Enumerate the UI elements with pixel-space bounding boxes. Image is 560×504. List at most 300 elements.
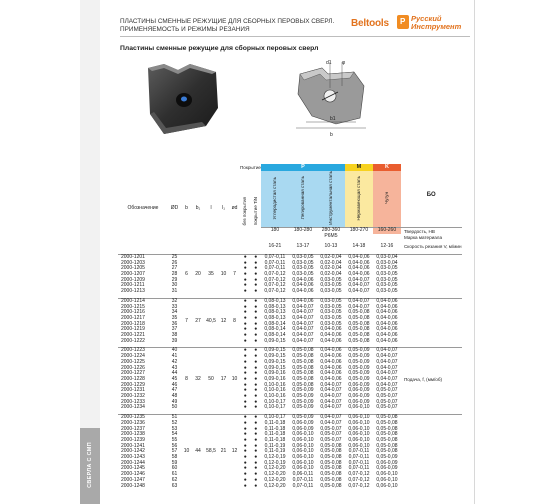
cell-d: 41 bbox=[171, 353, 178, 360]
cell-code: 2000-1203 bbox=[121, 259, 145, 266]
feed-cell-4: 0,05-0,08 bbox=[348, 314, 370, 321]
feed-cell-3: 0,02-0,04 bbox=[317, 254, 345, 260]
feed-cell-3: 0,03-0,05 bbox=[320, 303, 342, 310]
cell-l: 58,5 bbox=[204, 415, 218, 490]
feed-cell-4: 0,05-0,09 bbox=[348, 375, 370, 382]
hardness-2: 180-280 bbox=[289, 228, 317, 234]
tin-coating-dot: ● bbox=[254, 419, 258, 426]
cell-l1: 10 bbox=[218, 254, 229, 294]
beltools-logo: Beltools bbox=[351, 18, 389, 29]
feed-cell-2: 0,05-0,09 bbox=[289, 415, 317, 421]
russian-tool-logo-mark bbox=[397, 15, 409, 29]
feed-cell-4: 0,04-0,06 bbox=[348, 265, 370, 272]
tin-coating-dot: ● bbox=[254, 454, 258, 461]
tin-coating-dot: ● bbox=[254, 404, 258, 411]
feed-cell-4: 0,07-0,12 bbox=[348, 482, 370, 489]
cell-code: 2000-1218 bbox=[121, 320, 145, 327]
logo-text-line-1: Русский bbox=[411, 14, 442, 23]
tin-coating-dot: ● bbox=[254, 326, 258, 333]
cell-d: 42 bbox=[171, 358, 178, 365]
feed-cell-2: 0,04-0,06 bbox=[289, 298, 317, 304]
tin-coating-dot: ● bbox=[254, 436, 258, 443]
feed-cell-1: 0,12-0,20 bbox=[264, 465, 286, 472]
feed-cell-3: 0,04-0,07 bbox=[320, 381, 342, 388]
tin-coating-dot: ● bbox=[254, 393, 258, 400]
feed-cell-2: 0,04-0,07 bbox=[292, 337, 314, 344]
feed-cell-1: 0,11-0,18 bbox=[264, 436, 286, 443]
feed-cell-4: 0,04-0,07 bbox=[348, 282, 370, 289]
label-grade: Марка материала bbox=[403, 234, 443, 240]
feed-cell-4: 0,07-0,11 bbox=[348, 459, 370, 466]
dim-b1: b1 bbox=[330, 116, 336, 122]
tin-coating-dot: ● bbox=[254, 387, 258, 394]
col-b: b bbox=[185, 205, 188, 212]
feed-cell-5: 0,03-0,04 bbox=[373, 254, 401, 260]
tin-coating-dot: ● bbox=[254, 320, 258, 327]
cell-code: 2000-1234 bbox=[121, 404, 145, 411]
dim-b: b bbox=[330, 132, 333, 138]
feed-cell-3: 0,04-0,06 bbox=[320, 358, 342, 365]
feed-cell-5: 0,04-0,07 bbox=[376, 364, 398, 371]
cell-d: 27 bbox=[171, 265, 178, 272]
tin-coating-dot: ● bbox=[254, 370, 258, 377]
feed-cell-4: 0,04-0,07 bbox=[348, 288, 370, 295]
feed-cell-3: 0,05-0,07 bbox=[320, 436, 342, 443]
feed-cell-4: 0,06-0,10 bbox=[348, 431, 370, 438]
feed-cell-2: 0,04-0,06 bbox=[292, 276, 314, 283]
cell-d: 59 bbox=[171, 459, 178, 466]
no-coating-dot: ● bbox=[240, 348, 250, 354]
material-5: Чугун bbox=[373, 171, 401, 228]
feed-cell-3: 0,04-0,06 bbox=[320, 332, 342, 339]
no-coating-dot: ● bbox=[243, 282, 247, 289]
no-coating-dot: ● bbox=[243, 381, 247, 388]
feed-cell-5: 0,05-0,08 bbox=[376, 425, 398, 432]
feed-cell-3: 0,04-0,07 bbox=[320, 387, 342, 394]
feed-cell-1: 0,10-0,17 bbox=[264, 398, 286, 405]
feed-cell-2: 0,06-0,09 bbox=[292, 419, 314, 426]
cell-b1: 44 bbox=[192, 415, 204, 490]
feed-cell-2: 0,06-0,10 bbox=[292, 442, 314, 449]
feed-cell-4: 0,05-0,09 bbox=[348, 353, 370, 360]
feed-cell-2: 0,03-0,05 bbox=[292, 270, 314, 277]
cell-d: 45 bbox=[171, 375, 178, 382]
feed-cell-2: 0,05-0,08 bbox=[292, 370, 314, 377]
cell-d: 57 bbox=[171, 448, 178, 455]
feed-cell-5: 0,05-0,07 bbox=[376, 398, 398, 405]
cell-d: 44 bbox=[171, 370, 178, 377]
cell-code: 2000-1246 bbox=[121, 471, 145, 478]
feed-cell-5: 0,05-0,07 bbox=[376, 387, 398, 394]
cell-d: 32 bbox=[168, 298, 181, 304]
cell-code: 2000-1241 bbox=[121, 442, 145, 449]
dim-phi: φ bbox=[342, 60, 346, 66]
feed-cell-4: 0,06-0,09 bbox=[348, 387, 370, 394]
tin-coating-dot: ● bbox=[254, 459, 258, 466]
col-no-coating bbox=[240, 171, 250, 254]
feed-cell-4: 0,05-0,09 bbox=[348, 370, 370, 377]
cell-d: 53 bbox=[171, 425, 178, 432]
feed-cell-5: 0,04-0,07 bbox=[373, 348, 401, 354]
feed-cell-3: 0,05-0,08 bbox=[320, 476, 342, 483]
cell-code: 2000-1248 bbox=[121, 482, 145, 489]
cell-code: 2000-1221 bbox=[121, 332, 145, 339]
hardness-4: 180-270 bbox=[345, 228, 373, 234]
tin-coating-dot: ● bbox=[254, 471, 258, 478]
feed-cell-5: 0,05-0,07 bbox=[376, 393, 398, 400]
col-d: ØD bbox=[170, 205, 179, 212]
no-coating-dot: ● bbox=[243, 425, 247, 432]
section-side-tab bbox=[80, 428, 100, 504]
feed-cell-5: 0,05-0,08 bbox=[376, 442, 398, 449]
feed-cell-5: 0,04-0,06 bbox=[376, 314, 398, 321]
feed-cell-5: 0,06-0,10 bbox=[376, 476, 398, 483]
feed-cell-1: 0,07-0,12 bbox=[264, 270, 286, 277]
feed-cell-2: 0,06-0,11 bbox=[292, 471, 314, 478]
no-coating-dot: ● bbox=[243, 270, 247, 277]
cell-code: 2000-1213 bbox=[121, 288, 145, 295]
cell-d: 49 bbox=[171, 398, 178, 405]
feed-cell-4: 0,04-0,06 bbox=[348, 259, 370, 266]
feed-cell-1: 0,10-0,17 bbox=[261, 415, 289, 421]
feed-cell-5: 0,03-0,04 bbox=[376, 259, 398, 266]
cell-l: 35 bbox=[204, 254, 218, 294]
cell-code: 2000-1239 bbox=[121, 436, 145, 443]
group-p: P bbox=[261, 164, 345, 171]
group-k: K bbox=[373, 164, 401, 171]
feed-cell-2: 0,07-0,11 bbox=[292, 482, 314, 489]
feed-cell-5: 0,04-0,07 bbox=[376, 370, 398, 377]
feed-cell-1: 0,12-0,20 bbox=[264, 476, 286, 483]
feed-cell-4: 0,05-0,08 bbox=[348, 326, 370, 333]
no-coating-dot: ● bbox=[243, 370, 247, 377]
dim-d1: d1 bbox=[326, 60, 332, 66]
feed-cell-1: 0,09-0,15 bbox=[264, 353, 286, 360]
no-coating-dot: ● bbox=[240, 415, 250, 421]
feed-cell-4: 0,06-0,10 bbox=[348, 436, 370, 443]
cell-code: 2000-1207 bbox=[121, 270, 145, 277]
no-coating-dot: ● bbox=[243, 465, 247, 472]
feed-cell-1: 0,07-0,12 bbox=[264, 288, 286, 295]
col-l: l bbox=[210, 205, 212, 212]
feed-cell-1: 0,10-0,16 bbox=[264, 387, 286, 394]
tin-coating-dot: ● bbox=[254, 381, 258, 388]
no-coating-dot: ● bbox=[243, 320, 247, 327]
no-coating-dot: ● bbox=[243, 448, 247, 455]
feed-cell-3: 0,05-0,08 bbox=[320, 459, 342, 466]
label-hardness: Твердость, НВ bbox=[401, 228, 462, 234]
logo-mark-letter: Р bbox=[400, 17, 406, 26]
tin-coating-dot: ● bbox=[254, 303, 258, 310]
feed-cell-2: 0,04-0,07 bbox=[292, 332, 314, 339]
no-coating-dot: ● bbox=[243, 442, 247, 449]
feed-cell-2: 0,05-0,09 bbox=[292, 393, 314, 400]
feed-cell-2: 0,06-0,10 bbox=[292, 436, 314, 443]
feed-cell-5: 0,04-0,06 bbox=[376, 303, 398, 310]
feed-cell-1: 0,12-0,20 bbox=[264, 482, 286, 489]
bo-label: БО bbox=[426, 191, 436, 198]
cell-d: 56 bbox=[171, 442, 178, 449]
no-coating-dot: ● bbox=[243, 353, 247, 360]
cell-code: 2000-1219 bbox=[121, 326, 145, 333]
no-coating-dot: ● bbox=[243, 398, 247, 405]
feed-cell-2: 0,06-0,10 bbox=[292, 448, 314, 455]
feed-cell-2: 0,06-0,10 bbox=[292, 454, 314, 461]
cell-code: 2000-1201 bbox=[118, 254, 168, 260]
no-coating-dot: ● bbox=[243, 482, 247, 489]
cell-code: 2000-1217 bbox=[121, 314, 145, 321]
feed-cell-5: 0,05-0,08 bbox=[376, 419, 398, 426]
cell-d: 62 bbox=[171, 476, 178, 483]
feed-cell-2: 0,07-0,11 bbox=[292, 476, 314, 483]
feed-cell-5: 0,03-0,05 bbox=[376, 270, 398, 277]
cell-d: 30 bbox=[171, 282, 178, 289]
no-coating-dot: ● bbox=[243, 471, 247, 478]
feed-cell-1: 0,08-0,13 bbox=[264, 314, 286, 321]
feed-cell-3: 0,03-0,05 bbox=[320, 276, 342, 283]
header-line-1: ПЛАСТИНЫ СМЕННЫЕ РЕЖУЩИЕ ДЛЯ СБОРНЫХ ПЕРОВЫХ СВЕРЛ. bbox=[120, 18, 335, 25]
feed-cell-4: 0,05-0,08 bbox=[348, 337, 370, 344]
material-2: Легированная сталь bbox=[289, 171, 317, 228]
no-coating-dot: ● bbox=[243, 314, 247, 321]
feed-cell-4: 0,06-0,10 bbox=[348, 425, 370, 432]
feed-cell-3: 0,04-0,06 bbox=[320, 370, 342, 377]
feed-cell-4: 0,04-0,07 bbox=[348, 303, 370, 310]
cell-b: 7 bbox=[181, 298, 192, 344]
no-coating-dot: ● bbox=[243, 259, 247, 266]
cell-code: 2000-1231 bbox=[121, 387, 145, 394]
feed-cell-4: 0,06-0,09 bbox=[348, 398, 370, 405]
cell-code: 2000-1211 bbox=[121, 282, 145, 289]
tin-coating-dot: ● bbox=[254, 337, 258, 344]
tin-coating-dot: ● bbox=[254, 442, 258, 449]
feed-cell-5: 0,04-0,07 bbox=[376, 381, 398, 388]
feed-cell-4: 0,07-0,11 bbox=[348, 465, 370, 472]
no-coating-dot: ● bbox=[243, 387, 247, 394]
logo-text-line-2: Инструмент bbox=[411, 21, 462, 31]
feed-cell-5: 0,05-0,08 bbox=[376, 431, 398, 438]
cell-d: 61 bbox=[171, 471, 178, 478]
feed-cell-5: 0,03-0,05 bbox=[376, 265, 398, 272]
feed-cell-4: 0,04-0,07 bbox=[348, 276, 370, 283]
no-coating-dot: ● bbox=[243, 332, 247, 339]
feed-cell-3: 0,03-0,05 bbox=[320, 314, 342, 321]
tin-coating-dot: ● bbox=[250, 415, 260, 421]
feed-cell-3: 0,04-0,07 bbox=[317, 415, 345, 421]
no-coating-dot: ● bbox=[243, 265, 247, 272]
cell-code: 2000-1237 bbox=[121, 425, 145, 432]
no-coating-dot: ● bbox=[240, 254, 250, 260]
cell-d: 52 bbox=[171, 419, 178, 426]
no-coating-dot: ● bbox=[240, 298, 250, 304]
feed-cell-2: 0,04-0,07 bbox=[292, 314, 314, 321]
cell-code: 2000-1224 bbox=[121, 353, 145, 360]
cell-code: 2000-1227 bbox=[121, 370, 145, 377]
speed-4: 14-18 bbox=[352, 243, 366, 250]
feed-cell-2: 0,04-0,07 bbox=[292, 326, 314, 333]
cell-b1: 20 bbox=[192, 254, 204, 294]
cell-d: 38 bbox=[171, 332, 178, 339]
cell-d: 48 bbox=[171, 393, 178, 400]
feed-cell-5: 0,06-0,09 bbox=[376, 465, 398, 472]
cell-d: 60 bbox=[171, 465, 178, 472]
feed-cell-3: 0,05-0,08 bbox=[320, 448, 342, 455]
no-coating-dot: ● bbox=[243, 404, 247, 411]
feed-cell-2: 0,04-0,06 bbox=[292, 288, 314, 295]
no-coating-dot: ● bbox=[243, 303, 247, 310]
col-l1: l₁ bbox=[222, 205, 225, 212]
cell-d: 26 bbox=[171, 259, 178, 266]
cell-code: 2000-1247 bbox=[121, 476, 145, 483]
feed-cell-3: 0,05-0,08 bbox=[320, 471, 342, 478]
feed-cell-3: 0,03-0,05 bbox=[320, 320, 342, 327]
cell-d1: 12 bbox=[229, 415, 240, 490]
feed-cell-1: 0,12-0,19 bbox=[264, 459, 286, 466]
cell-l: 50 bbox=[204, 348, 218, 411]
cell-code: 2000-1205 bbox=[121, 265, 145, 272]
cell-d: 39 bbox=[171, 337, 178, 344]
feed-cell-1: 0,07-0,12 bbox=[264, 282, 286, 289]
tin-coating-dot: ● bbox=[254, 448, 258, 455]
tin-coating-dot: ● bbox=[254, 282, 258, 289]
feed-cell-5: 0,05-0,08 bbox=[376, 448, 398, 455]
feed-cell-1: 0,11-0,19 bbox=[264, 442, 286, 449]
feed-cell-2: 0,04-0,07 bbox=[292, 320, 314, 327]
feed-cell-4: 0,07-0,11 bbox=[348, 454, 370, 461]
feed-cell-4: 0,06-0,10 bbox=[348, 442, 370, 449]
feed-cell-5: 0,03-0,05 bbox=[376, 282, 398, 289]
feed-cell-2: 0,04-0,06 bbox=[292, 282, 314, 289]
cell-l1: 17 bbox=[218, 348, 229, 411]
no-coating-dot: ● bbox=[243, 393, 247, 400]
cell-d: 25 bbox=[168, 254, 181, 260]
col-coating: Покрытие bbox=[240, 164, 261, 170]
feed-cell-2: 0,05-0,08 bbox=[292, 358, 314, 365]
feed-cell-5: 0,05-0,08 bbox=[373, 415, 401, 421]
feed-cell-4: 0,07-0,11 bbox=[348, 448, 370, 455]
group-m: M bbox=[345, 164, 373, 171]
no-coating-dot: ● bbox=[243, 358, 247, 365]
col-d1: ød bbox=[231, 205, 238, 212]
tin-coating-dot: ● bbox=[254, 270, 258, 277]
cell-code: 2000-1215 bbox=[121, 303, 145, 310]
speed-2: 13-17 bbox=[296, 243, 310, 250]
feed-cell-1: 0,08-0,13 bbox=[264, 303, 286, 310]
cell-d: 35 bbox=[171, 314, 178, 321]
tin-coating-dot: ● bbox=[254, 332, 258, 339]
speed-3: 10-13 bbox=[324, 243, 338, 250]
feed-cell-1: 0,09-0,15 bbox=[264, 358, 286, 365]
cell-d: 37 bbox=[171, 326, 178, 333]
header-divider bbox=[120, 36, 470, 37]
insert-drawing bbox=[292, 58, 372, 138]
cell-d: 40 bbox=[168, 348, 181, 354]
section-title: Пластины сменные режущие для сборных перовых сверл bbox=[120, 45, 319, 52]
cell-code: 2000-1209 bbox=[121, 276, 145, 283]
feed-cell-1: 0,08-0,14 bbox=[264, 326, 286, 333]
feed-cell-2: 0,03-0,05 bbox=[292, 259, 314, 266]
feed-cell-1: 0,11-0,18 bbox=[264, 425, 286, 432]
feed-cell-2: 0,06-0,09 bbox=[292, 425, 314, 432]
feed-cell-2: 0,05-0,08 bbox=[292, 375, 314, 382]
cell-d: 29 bbox=[171, 276, 178, 283]
tin-coating-dot: ● bbox=[254, 314, 258, 321]
tin-coating-dot: ● bbox=[254, 375, 258, 382]
cell-d: 63 bbox=[171, 482, 178, 489]
cell-code: 2000-1244 bbox=[121, 459, 145, 466]
feed-cell-3: 0,04-0,07 bbox=[320, 419, 342, 426]
cell-d1: 7 bbox=[229, 254, 240, 294]
feed-cell-3: 0,05-0,08 bbox=[320, 442, 342, 449]
feed-cell-3: 0,05-0,07 bbox=[320, 431, 342, 438]
no-coating-dot: ● bbox=[243, 309, 247, 316]
feed-cell-1: 0,11-0,18 bbox=[264, 419, 286, 426]
tin-coating-dot: ● bbox=[254, 465, 258, 472]
no-coating-dot: ● bbox=[243, 459, 247, 466]
feed-cell-5: 0,06-0,10 bbox=[376, 482, 398, 489]
feed-cell-5: 0,06-0,09 bbox=[376, 459, 398, 466]
feed-cell-4: 0,07-0,12 bbox=[348, 471, 370, 478]
header-line-2: ПРИМЕНЯЕМОСТЬ И РЕЖИМЫ РЕЗАНИЯ bbox=[120, 26, 250, 33]
cell-l1: 12 bbox=[218, 298, 229, 344]
tin-coating-dot: ● bbox=[254, 288, 258, 295]
cell-b: 6 bbox=[181, 254, 192, 294]
feed-cell-2: 0,05-0,09 bbox=[292, 387, 314, 394]
cell-b: 8 bbox=[181, 348, 192, 411]
feed-cell-1: 0,08-0,14 bbox=[264, 320, 286, 327]
no-coating-dot: ● bbox=[243, 337, 247, 344]
no-coating-dot: ● bbox=[243, 454, 247, 461]
feed-cell-4: 0,05-0,08 bbox=[348, 332, 370, 339]
cell-code: 2000-1225 bbox=[121, 358, 145, 365]
page-header bbox=[120, 18, 334, 34]
speed-5: 12-16 bbox=[380, 243, 394, 250]
feed-cell-1: 0,07-0,11 bbox=[261, 254, 289, 260]
feed-cell-4: 0,04-0,06 bbox=[345, 254, 373, 260]
feed-cell-3: 0,04-0,06 bbox=[320, 337, 342, 344]
speed-1: 16-21 bbox=[268, 243, 282, 250]
feed-cell-1: 0,08-0,13 bbox=[264, 309, 286, 316]
feed-cell-3: 0,03-0,05 bbox=[320, 288, 342, 295]
tin-coating-dot: ● bbox=[254, 358, 258, 365]
material-4: Нержавеющая сталь bbox=[345, 171, 373, 228]
feed-cell-4: 0,05-0,09 bbox=[345, 348, 373, 354]
feed-cell-2: 0,04-0,07 bbox=[292, 303, 314, 310]
cell-d: 47 bbox=[171, 387, 178, 394]
cell-code: 2000-1243 bbox=[121, 454, 145, 461]
cell-code: 2000-1222 bbox=[121, 337, 145, 344]
cell-d: 54 bbox=[171, 431, 178, 438]
feed-cell-1: 0,11-0,18 bbox=[264, 431, 286, 438]
tin-coating-label: покрытие TiN bbox=[252, 196, 258, 226]
feed-cell-3: 0,04-0,06 bbox=[320, 353, 342, 360]
feed-cell-4: 0,05-0,09 bbox=[348, 364, 370, 371]
cell-code: 2000-1235 bbox=[118, 415, 168, 421]
feed-cell-4: 0,06-0,09 bbox=[348, 393, 370, 400]
feed-cell-5: 0,05-0,08 bbox=[376, 436, 398, 443]
cell-code: 2000-1245 bbox=[121, 465, 145, 472]
cell-d: 55 bbox=[171, 436, 178, 443]
feed-cell-3: 0,04-0,06 bbox=[320, 375, 342, 382]
feed-cell-1: 0,11-0,19 bbox=[264, 448, 286, 455]
feed-cell-3: 0,04-0,06 bbox=[317, 348, 345, 354]
col-b1: b₁ bbox=[195, 205, 201, 212]
feed-cell-4: 0,04-0,06 bbox=[348, 270, 370, 277]
feed-cell-3: 0,04-0,06 bbox=[320, 326, 342, 333]
cell-b1: 27 bbox=[192, 298, 204, 344]
tin-coating-dot: ● bbox=[254, 398, 258, 405]
right-rule bbox=[474, 0, 475, 504]
